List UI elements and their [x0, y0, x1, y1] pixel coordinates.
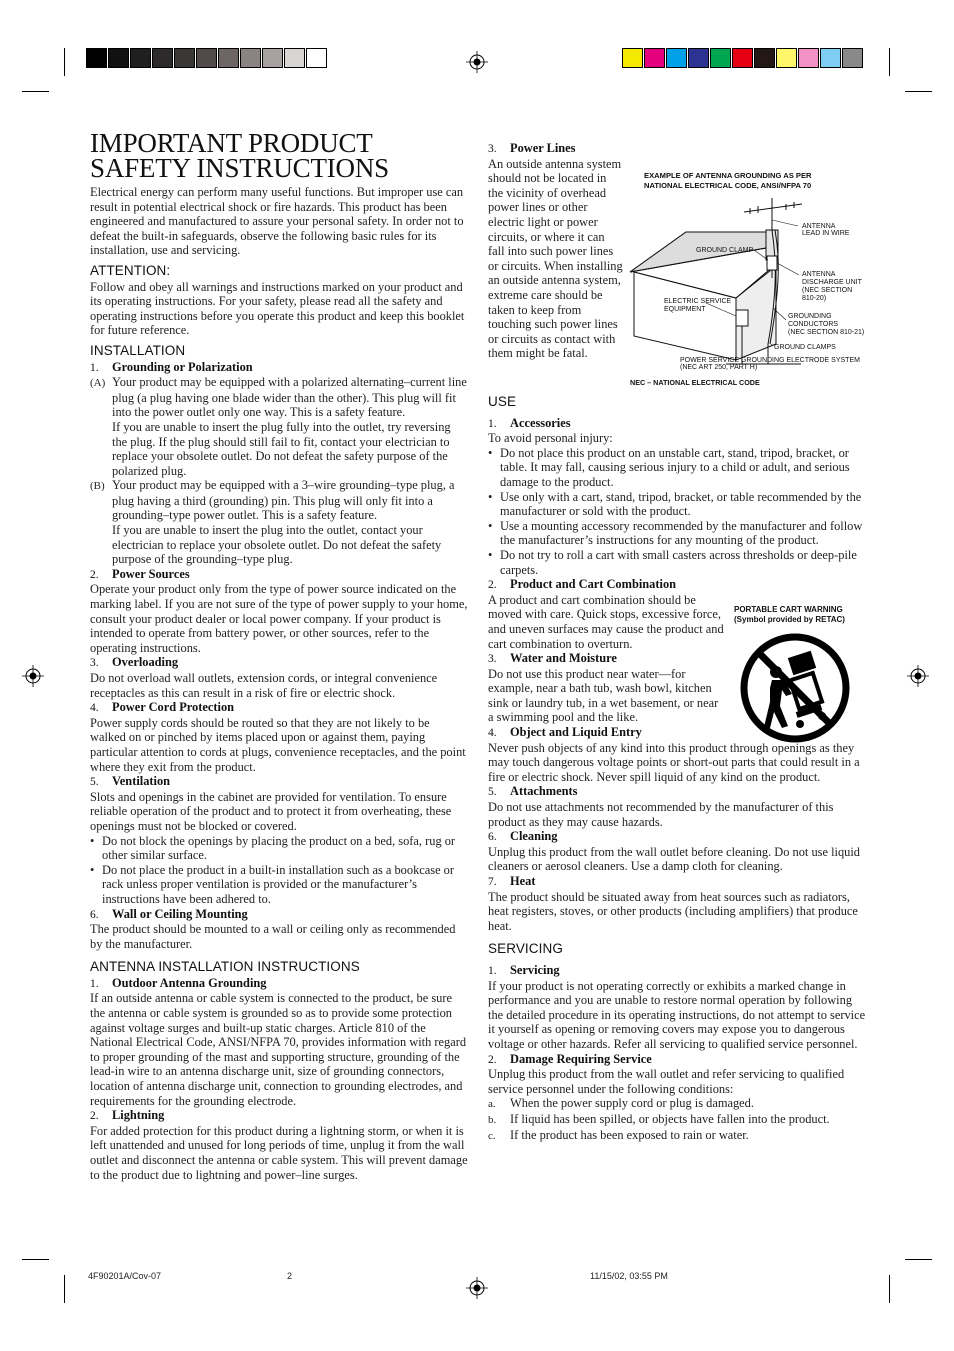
- color-swatch: [798, 48, 819, 68]
- installation-item-5-bullet-2: • Do not place the product in a built-in installation such as a bookcase or rack unless proper ventilation is provided or the manufacturer’s instructions have been adhered to.: [90, 862, 455, 906]
- crop-mark-top-left-v: [64, 48, 65, 76]
- use-item-6-title: 6. Cleaning: [488, 829, 558, 844]
- use-item-3-title: 3. Water and Moisture: [488, 651, 617, 666]
- antenna-item-1-text: If an outside antenna or cable system is connected to the product, be sure the antenna or cable system is grounded so as to provide some protection against voltage surges and built-up static charges. Article 810 of the National Electrical Code, ANSI/NFPA 70, provides information with regard to proper grounding of the mast and supporting structure, grounding of the lead-in wire to an antenna discharge unit, size of grounding connectors, location of antenna discharge unit, connection to grounding electrodes, and requirements for the grounding electrode.: [90, 991, 467, 1108]
- gray-swatch: [86, 48, 107, 68]
- gray-swatch: [284, 48, 305, 68]
- gray-swatch: [196, 48, 217, 68]
- label-ground-clamps: GROUND CLAMPS: [774, 344, 836, 351]
- crop-mark-bottom-right-v: [889, 1275, 890, 1303]
- servicing-heading: SERVICING: [488, 941, 563, 957]
- gray-swatch: [218, 48, 239, 68]
- label-discharge-3: (NEC SECTION: [802, 287, 853, 294]
- gray-swatch: [174, 48, 195, 68]
- page-title: IMPORTANT PRODUCT SAFETY INSTRUCTIONS: [90, 128, 389, 183]
- cart-warning-line-1: PORTABLE CART WARNING: [734, 605, 843, 614]
- use-item-1-bullet-3: • Use a mounting accessory recommended by the manufacturer and follow the manufacturer’s instructions for any mounting of the product.: [488, 518, 863, 548]
- installation-item-6-title: 6. Wall or Ceiling Mounting: [90, 906, 248, 921]
- color-swatch: [622, 48, 643, 68]
- crop-mark-top-right-v: [889, 48, 890, 76]
- crop-mark-bottom-left-h: [22, 1259, 49, 1260]
- use-item-1-intro: To avoid personal injury:: [488, 431, 613, 446]
- left-column: [90, 128, 468, 1182]
- use-item-1-bullet-2: • Use only with a cart, stand, tripod, bracket, or table recommended by the manufacturer or sold with the product.: [488, 489, 862, 519]
- servicing-item-1-title: 1. Servicing: [488, 962, 560, 977]
- installation-item-1a: (A) Your product may be equipped with a polarized alternating–current line plug (a plug having one blade wider than the other). This plug will fit into the power outlet only one way. This is a safety feature.: [90, 375, 467, 420]
- registration-mark-top: [466, 51, 488, 73]
- antenna-item-3-title: 3. Power Lines: [488, 141, 576, 155]
- cart-warning-line-2: (Symbol provided by RETAC): [734, 615, 845, 624]
- label-antenna: ANTENNA: [802, 223, 836, 230]
- crop-mark-bottom-right-h: [905, 1259, 932, 1260]
- installation-item-1-title: 1. Grounding or Polarization: [90, 359, 253, 374]
- color-swatch: [688, 48, 709, 68]
- installation-item-5-title: 5. Ventilation: [90, 774, 171, 789]
- label-discharge-1: ANTENNA: [802, 271, 836, 278]
- installation-item-4-text: Power supply cords should be routed so that they are not likely to be walked on or pinched by items placed upon or against them, paying particular attention to cords at plugs, convenience receptacles, and the point where they exit from the product.: [90, 715, 466, 774]
- use-item-7-title: 7. Heat: [488, 874, 536, 888]
- intro-text: Electrical energy can perform many useful functions. But improper use can result in potential electrical shock or fire hazards. This product has been engineered and manufactured to assure your personal safety. In order not to defeat the built-in safeguards, observe the following basic rules for its installation, use and servicing.: [90, 185, 464, 258]
- right-column: [488, 389, 866, 1143]
- servicing-condition-b: b. If liquid has been spilled, or objects have fallen into the product.: [488, 1111, 830, 1126]
- servicing-item-2-title: 2. Damage Requiring Service: [488, 1051, 652, 1066]
- label-ground-clamp: GROUND CLAMP: [696, 247, 754, 254]
- installation-item-1a-note: If you are unable to insert the plug fully into the outlet, try reversing the plug. If the plug should still fail to fit, contact your electrician to replace your obsolete outlet. Do not defeat the safety purpose of the polarized plug.: [112, 419, 451, 478]
- color-swatch: [820, 48, 841, 68]
- color-swatch: [710, 48, 731, 68]
- installation-heading: INSTALLATION: [90, 342, 186, 358]
- gray-swatch: [240, 48, 261, 68]
- antenna-grounding-figure: [626, 168, 866, 390]
- power-lines-block: [488, 141, 624, 361]
- footer-file-id: 4F90201A/Cov-07: [88, 1271, 162, 1281]
- footer-page-number: 2: [287, 1271, 293, 1281]
- label-electric-service: ELECTRIC SERVICE: [664, 298, 732, 305]
- label-conductors: CONDUCTORS: [788, 321, 839, 328]
- antenna-item-1-title: 1. Outdoor Antenna Grounding: [90, 975, 267, 990]
- installation-item-3-title: 3. Overloading: [90, 655, 179, 670]
- installation-item-5-bullet-1: • Do not block the openings by placing the product on a bed, sofa, rug or other similar surface.: [90, 833, 456, 863]
- use-item-5-text: Do not use attachments not recommended by the manufacturer of this product as they may cause hazards.: [488, 800, 834, 829]
- antenna-item-2-title: 2. Lightning: [90, 1108, 165, 1123]
- servicing-condition-a: a. When the power supply cord or plug is damaged.: [488, 1096, 754, 1111]
- label-nec-810-21: (NEC SECTION 810-21): [788, 329, 865, 336]
- label-discharge-4: 810-20): [802, 295, 827, 302]
- installation-item-1b-note: If you are unable to insert the plug into the outlet, contact your electrician to replace your obsolete outlet. Do not defeat the safety purpose of the grounding–type plug.: [112, 523, 442, 567]
- gray-swatch: [262, 48, 283, 68]
- use-item-1-bullet-1: • Do not place this product on an unstable cart, stand, tripod, bracket, or table. It may fall, causing serious injury to a child or adult, and serious damage to the product.: [488, 445, 850, 489]
- crop-mark-top-left-h: [22, 91, 49, 92]
- servicing-item-2-text: Unplug this product from the wall outlet and refer servicing to qualified service personnel under the following conditions:: [488, 1067, 845, 1096]
- color-swatch: [666, 48, 687, 68]
- attention-heading: ATTENTION:: [90, 262, 171, 278]
- footer-timestamp: 11/15/02, 03:55 PM: [590, 1271, 668, 1281]
- portable-cart-warning-icon: [740, 632, 850, 744]
- registration-mark-bottom: [466, 1277, 488, 1299]
- label-grounding: GROUNDING: [788, 313, 832, 320]
- use-item-3-text: Do not use this product near water—for example, near a bath tub, wash bowl, kitchen sink or laundry tub, in a wet basement, or near a swimming pool and the like.: [488, 666, 719, 725]
- label-discharge-2: DISCHARGE UNIT: [802, 279, 862, 286]
- color-swatch: [776, 48, 797, 68]
- crop-mark-top-right-h: [905, 91, 932, 92]
- gray-swatch: [108, 48, 129, 68]
- figure-title-line-1: EXAMPLE OF ANTENNA GROUNDING AS PER: [644, 171, 812, 180]
- antenna-item-2-text: For added protection for this product during a lightning storm, or when it is left unattended and unused for long periods of time, unplug it from the wall outlet and disconnect the antenna or cable system. This will prevent damage to the product due to lightning and power–line surges.: [90, 1123, 468, 1182]
- registration-mark-right: [907, 665, 929, 687]
- attention-text: Follow and obey all warnings and instructions marked on your product and its operating instructions. For your safety, please read all the safety and operating instructions before you operate this product and keep this booklet for future reference.: [90, 279, 465, 338]
- antenna-heading: ANTENNA INSTALLATION INSTRUCTIONS: [90, 959, 360, 975]
- servicing-item-1-text: If your product is not operating correctly or exhibits a marked change in performance and you are unable to restore normal operation by following the detailed procedure in its operating instructions, do not attempt to service it yourself as opening or removing covers may expose you to dangerous voltage or other hazards. Refer all servicing to qualified service personnel.: [488, 978, 866, 1051]
- servicing-condition-c: c. If the product has been exposed to rain or water.: [488, 1127, 749, 1142]
- color-swatch: [842, 48, 863, 68]
- installation-item-2-text: Operate your product only from the type of power source indicated on the marking label. If you are not sure of the type of power supply to your home, consult your product dealer or local power company. If your product is intended to operate from battery power, or other sources, refer to the operating instructions.: [90, 582, 468, 655]
- use-item-1-title: 1. Accessories: [488, 415, 571, 430]
- label-power-service: POWER SERVICE GROUNDING ELECTRODE SYSTEM: [680, 357, 860, 364]
- label-nec-definition: NEC – NATIONAL ELECTRICAL CODE: [630, 378, 760, 387]
- antenna-item-3-text: An outside antenna system should not be located in the vicinity of overhead power lines or other electric light or power circuits, or where it can fall into such power lines or circuits. When installing an outside antenna system, extreme care should be taken to keep from touching such power lines or circuits as contact with them might be fatal.: [488, 156, 623, 361]
- installation-item-3-text: Do not overload wall outlets, extension cords, or integral convenience receptacles as this can result in a risk of fire or electric shock.: [90, 671, 438, 700]
- label-equipment: EQUIPMENT: [664, 306, 706, 313]
- figure-title-line-2: NATIONAL ELECTRICAL CODE, ANSI/NFPA 70: [644, 181, 812, 190]
- color-swatch: [754, 48, 775, 68]
- crop-mark-bottom-left-v: [64, 1275, 65, 1303]
- installation-item-2-title: 2. Power Sources: [90, 566, 190, 581]
- installation-item-4-title: 4. Power Cord Protection: [90, 700, 235, 715]
- gray-swatch: [306, 48, 327, 68]
- label-nec-art-250: (NEC ART 250, PART H): [680, 364, 758, 371]
- gray-swatch: [130, 48, 151, 68]
- use-heading: USE: [488, 394, 517, 409]
- use-item-7-text: The product should be situated away from heat sources such as radiators, heat registers, stoves, or other products (including amplifiers) that produce heat.: [488, 889, 858, 933]
- use-item-4-text: Never push objects of any kind into this product through openings as they may touch dangerous voltage points or short-out parts that could result in a fire or electric shock. Never spill liquid of any kind on the product.: [488, 740, 860, 784]
- use-item-2-title: 2. Product and Cart Combination: [488, 577, 677, 592]
- color-swatch: [732, 48, 753, 68]
- color-swatch: [644, 48, 665, 68]
- gray-swatch: [152, 48, 173, 68]
- use-item-5-title: 5. Attachments: [488, 784, 578, 799]
- installation-item-1b: (B) Your product may be equipped with a 3–wire grounding–type plug, a plug having a third (grounding) pin. This plug will only fit into a grounding–type power outlet. This is a safety feature.: [90, 478, 455, 523]
- registration-mark-left: [22, 665, 44, 687]
- use-item-4-title: 4. Object and Liquid Entry: [488, 725, 642, 740]
- installation-item-6-text: The product should be mounted to a wall or ceiling only as recommended by the manufacturer.: [90, 922, 456, 951]
- use-item-6-text: Unplug this product from the wall outlet before cleaning. Do not use liquid cleaners or aerosol cleaners. Use a damp cloth for cleaning.: [488, 844, 860, 874]
- installation-item-5-text: Slots and openings in the cabinet are provided for ventilation. To ensure reliable operation of the product and to protect it from overheating, these openings must not be blocked or covered.: [90, 789, 452, 833]
- cart-warning-caption: [734, 605, 845, 625]
- label-lead-in-wire: LEAD IN WIRE: [802, 230, 850, 237]
- use-item-2-text: A product and cart combination should be moved with care. Quick stops, excessive force, and uneven surfaces may cause the product and cart combination to overturn.: [488, 592, 724, 651]
- use-item-1-bullet-4: • Do not try to roll a cart with small casters across thresholds or deep-pile carpets.: [488, 547, 857, 577]
